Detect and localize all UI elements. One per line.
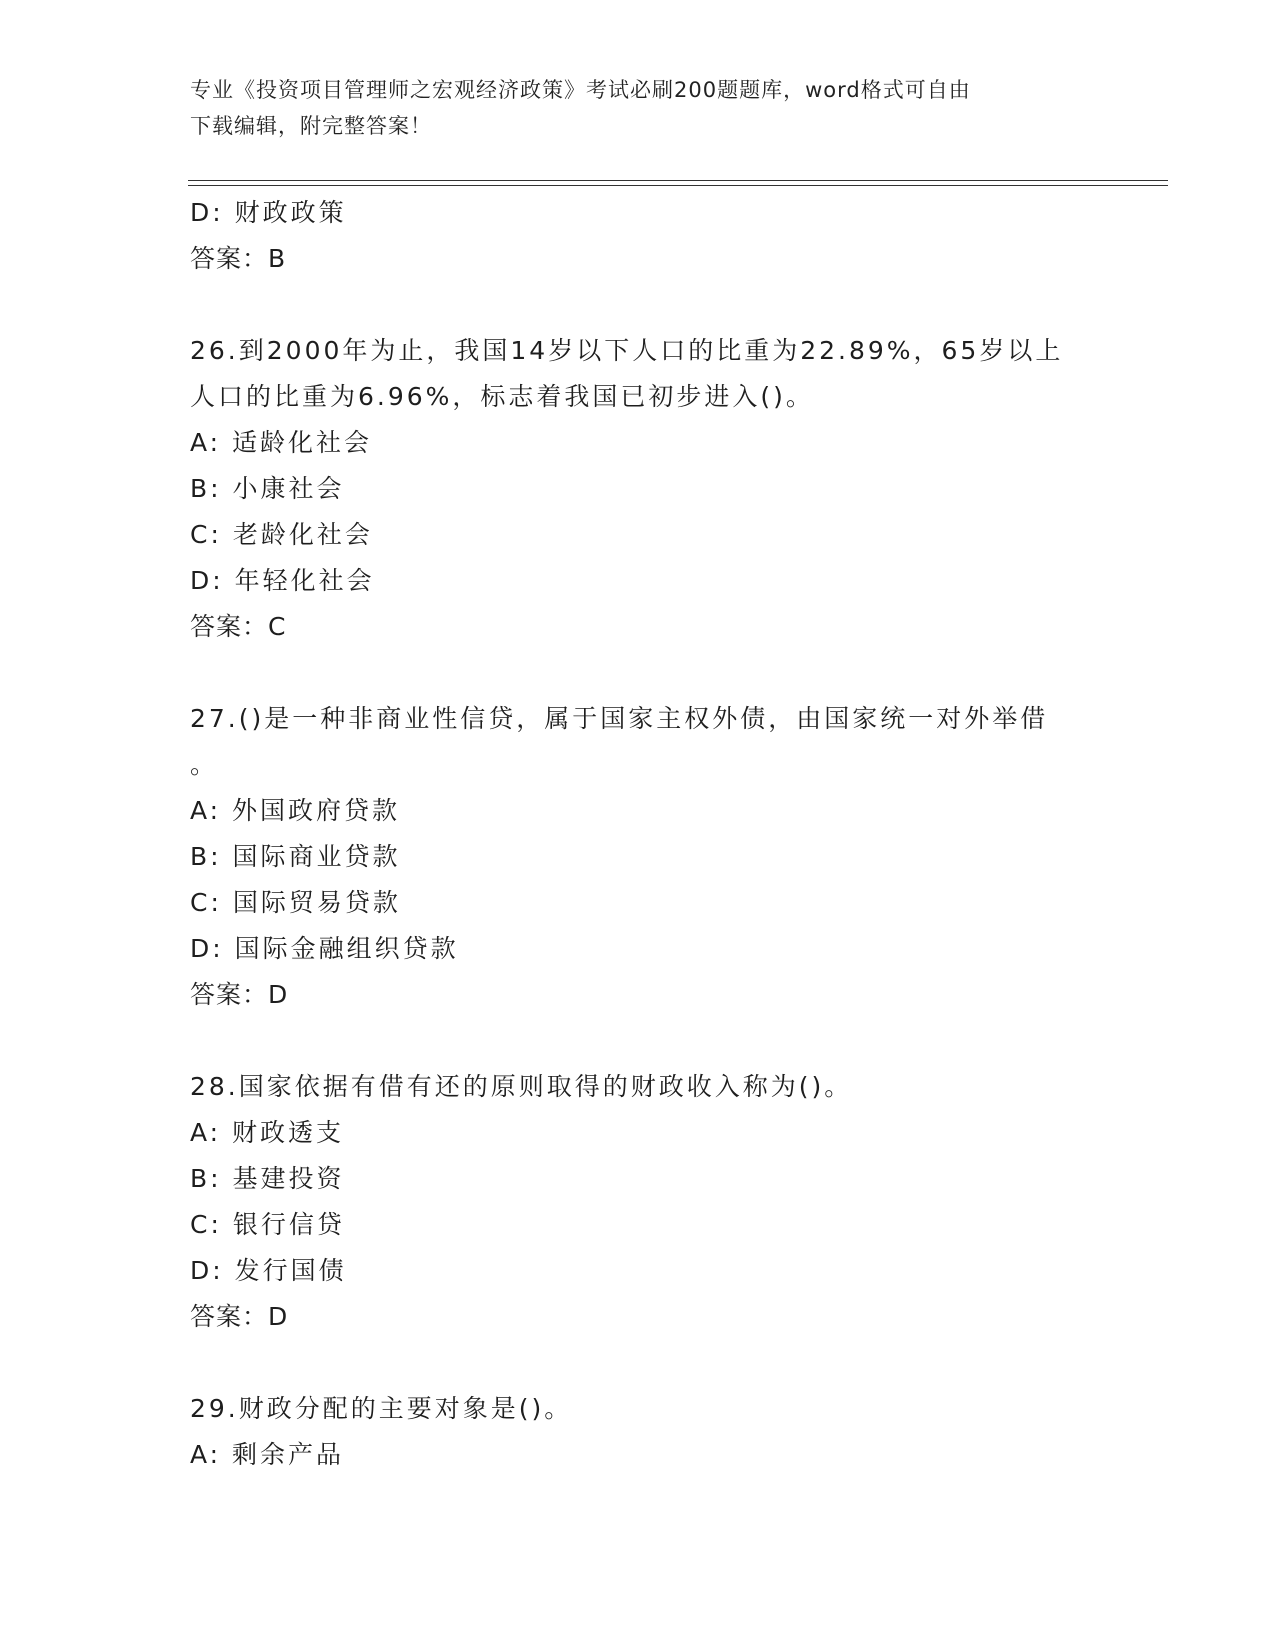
header-rule-top [188, 180, 1168, 181]
header-line-1: 专业《投资项目管理师之宏观经济政策》考试必刷200题题库，word格式可自由 [190, 78, 971, 102]
document-header [190, 72, 1090, 144]
question-27-option-b: B: 国际商业贷款 [190, 842, 401, 871]
question-29-option-a: A: 剩余产品 [190, 1440, 345, 1469]
question-29-text: 29.财政分配的主要对象是()。 [190, 1394, 573, 1423]
question-28-answer: 答案：D [190, 1302, 289, 1331]
question-26-text-line-1: 26.到2000年为止，我国14岁以下人口的比重为22.89%，65岁以上 [190, 336, 1064, 365]
document-body [190, 190, 1090, 1478]
header-rule-bottom [188, 185, 1168, 186]
question-27 [190, 696, 1090, 1018]
question-29 [190, 1386, 1090, 1478]
question-27-option-a: A: 外国政府贷款 [190, 796, 401, 825]
question-26 [190, 328, 1090, 650]
question-27-text-line-2: 。 [190, 750, 219, 779]
question-28 [190, 1064, 1090, 1340]
question-27-text-line-1: 27.()是一种非商业性信贷，属于国家主权外债，由国家统一对外举借 [190, 704, 1049, 733]
question-27-option-c: C: 国际贸易贷款 [190, 888, 401, 917]
prev-answer: 答案：B [190, 244, 287, 273]
spacer [190, 1018, 1090, 1064]
question-27-answer: 答案：D [190, 980, 289, 1009]
header-line-2: 下载编辑，附完整答案！ [190, 114, 432, 138]
prev-option-d: D: 财政政策 [190, 198, 347, 227]
question-28-option-a: A: 财政透支 [190, 1118, 345, 1147]
question-28-option-b: B: 基建投资 [190, 1164, 345, 1193]
spacer [190, 650, 1090, 696]
question-28-option-d: D: 发行国债 [190, 1256, 347, 1285]
question-26-option-c: C: 老龄化社会 [190, 520, 373, 549]
question-26-option-d: D: 年轻化社会 [190, 566, 375, 595]
question-26-text-line-2: 人口的比重为6.96%，标志着我国已初步进入()。 [190, 382, 814, 411]
question-26-answer: 答案：C [190, 612, 287, 641]
question-28-option-c: C: 银行信贷 [190, 1210, 345, 1239]
question-28-text: 28.国家依据有借有还的原则取得的财政收入称为()。 [190, 1072, 853, 1101]
spacer [190, 1340, 1090, 1386]
question-27-option-d: D: 国际金融组织贷款 [190, 934, 459, 963]
question-26-option-b: B: 小康社会 [190, 474, 345, 503]
question-26-option-a: A: 适龄化社会 [190, 428, 373, 457]
spacer [190, 282, 1090, 328]
